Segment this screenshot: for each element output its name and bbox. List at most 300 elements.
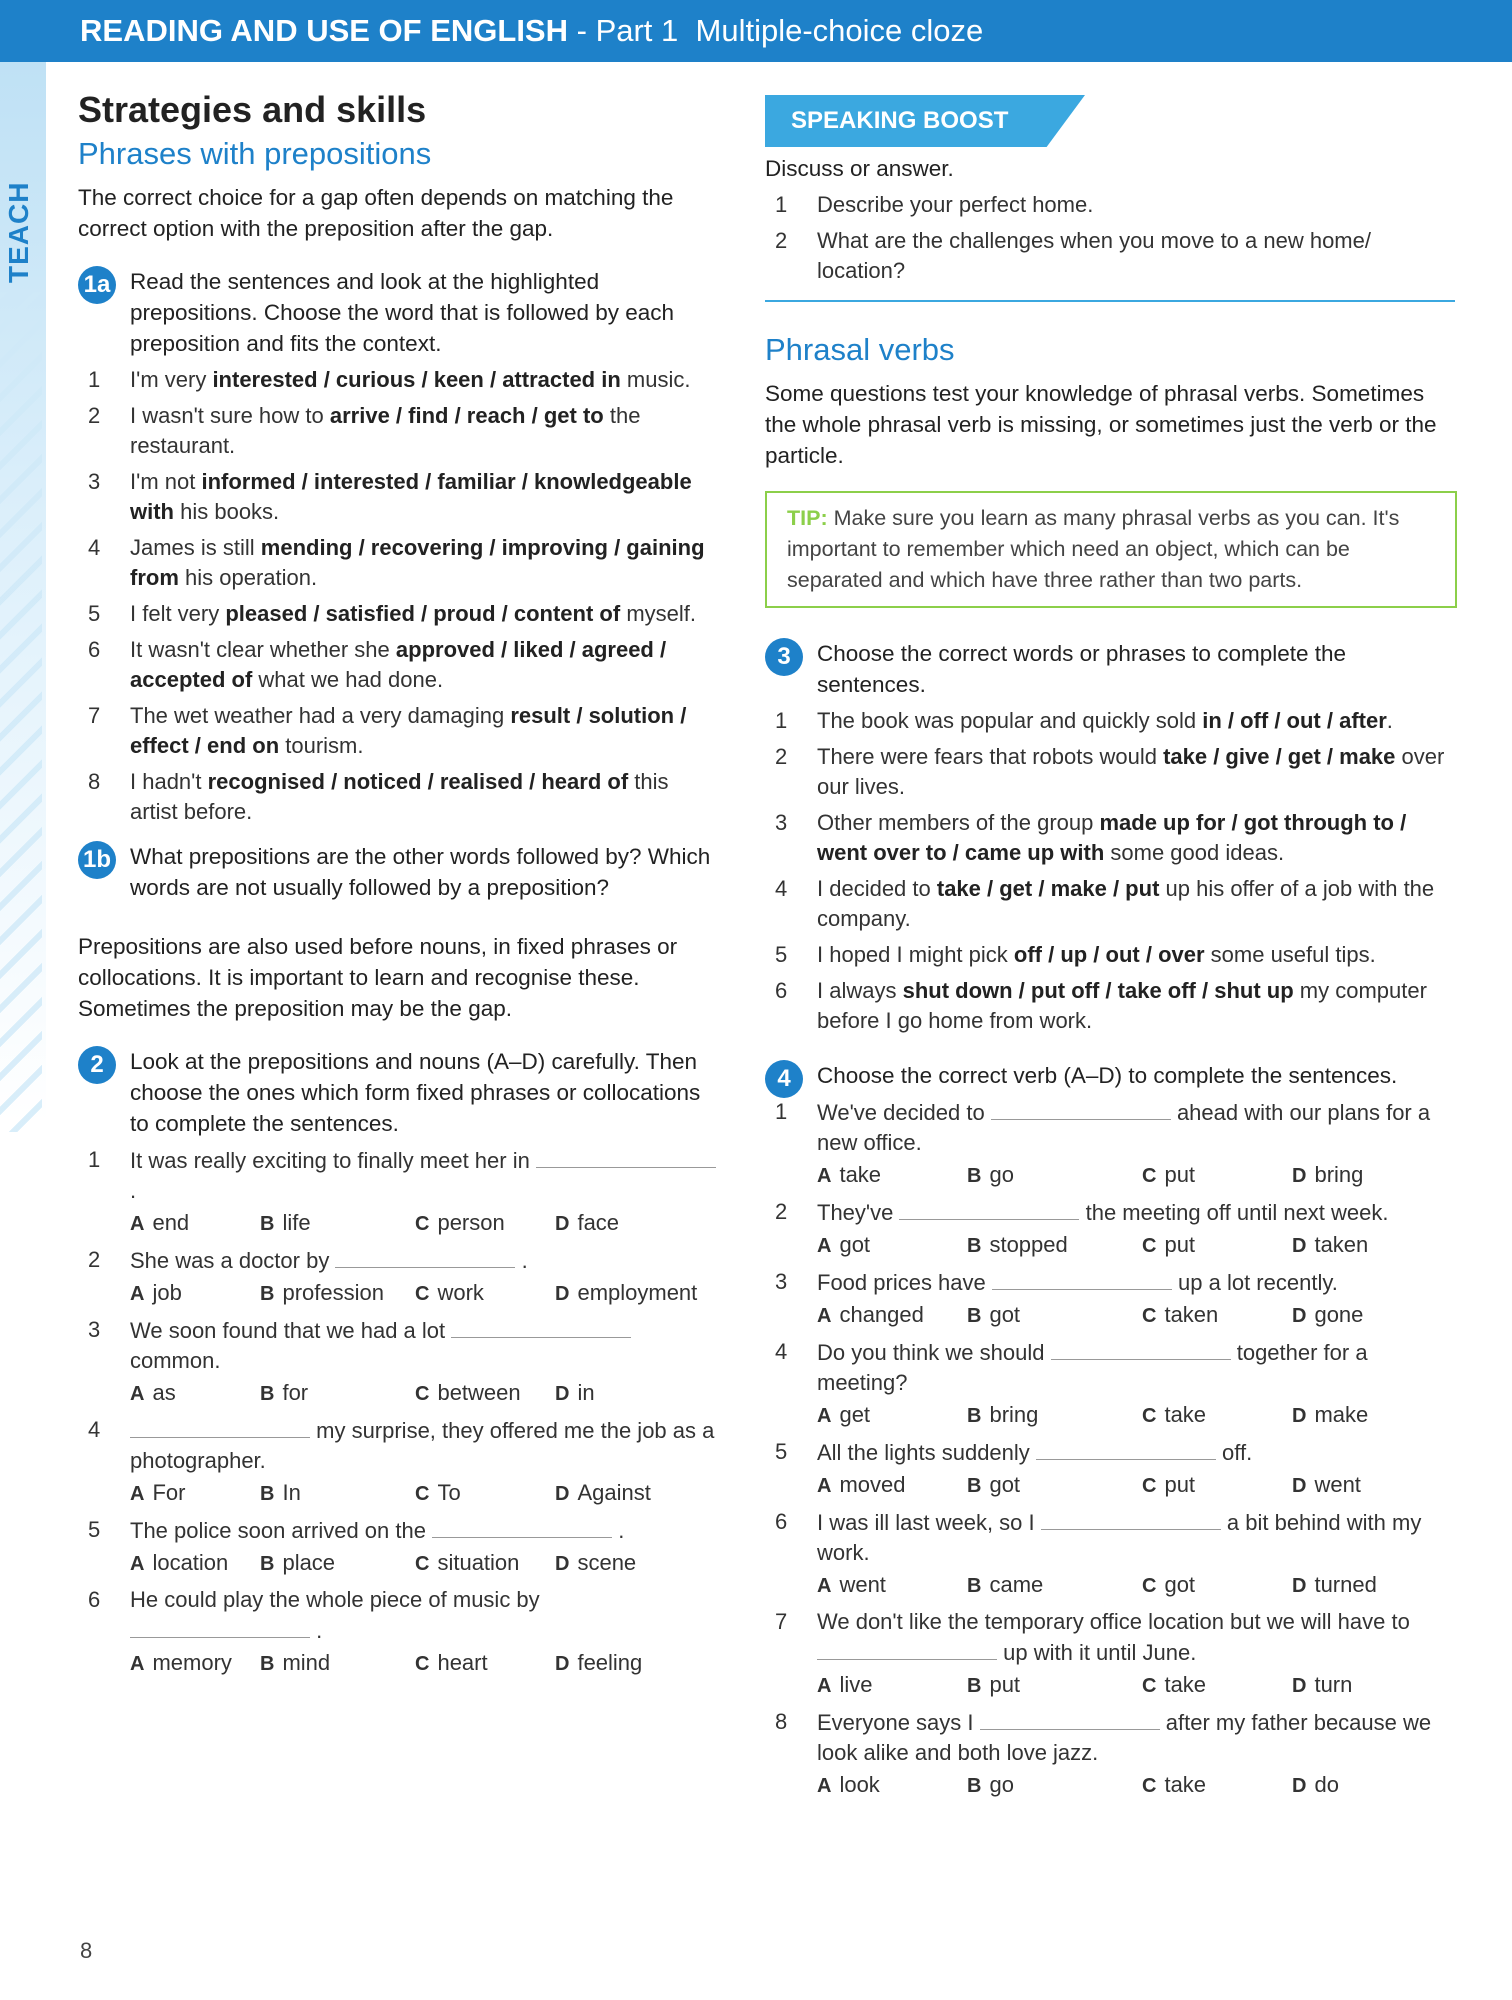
- item-number: 1: [775, 1099, 788, 1124]
- option-a: [817, 1770, 967, 1801]
- option-text: taken: [1314, 1232, 1369, 1257]
- section-title-prepositions: Phrases with prepositions: [78, 136, 432, 171]
- item-number: 6: [88, 637, 101, 662]
- item-options: pleased / satisfied / proud / content: [225, 601, 594, 626]
- answer-gap: [991, 1097, 1171, 1120]
- item-number: 1: [775, 708, 788, 733]
- option-text: for: [282, 1380, 309, 1405]
- answer-gap: [335, 1245, 515, 1268]
- item-text-before: She was a doctor by: [130, 1248, 330, 1273]
- item-text-after: ahead with our plans for a new office.: [817, 1100, 1431, 1155]
- option-d: [1292, 1770, 1422, 1801]
- option-text: feeling: [577, 1650, 643, 1675]
- exercise-badge: 3: [765, 638, 803, 676]
- item-text-after: what we had done.: [252, 667, 444, 692]
- list-item: [78, 1315, 718, 1376]
- option-text: came: [989, 1572, 1044, 1597]
- answer-gap: [992, 1267, 1172, 1290]
- option-letter: D: [1292, 1305, 1307, 1327]
- list-item: [78, 467, 718, 527]
- item-preposition: of: [225, 667, 253, 692]
- speaking-list: [765, 190, 1455, 286]
- option-text: go: [989, 1162, 1014, 1187]
- answer-gap: [432, 1515, 612, 1538]
- option-b: [967, 1300, 1142, 1331]
- item-preposition: with: [130, 499, 174, 524]
- option-b: [260, 1478, 415, 1509]
- option-text: memory: [152, 1650, 232, 1675]
- option-a: [130, 1278, 260, 1309]
- option-letter: A: [817, 1405, 832, 1427]
- option-c: [1142, 1300, 1292, 1331]
- item-preposition: in: [595, 367, 621, 392]
- option-b: [967, 1470, 1142, 1501]
- list-item: [765, 976, 1455, 1036]
- item-options: recognised / noticed / realised / heard: [207, 769, 602, 794]
- answer-gap: [130, 1615, 310, 1638]
- exercise-badge: 1b: [78, 841, 116, 879]
- option-letter: D: [1292, 1475, 1307, 1497]
- list-item: [765, 706, 1455, 736]
- item-options: in / off / out / after: [1202, 708, 1387, 733]
- answer-options: [78, 1478, 718, 1509]
- item-text-after: the restaurant.: [130, 403, 641, 458]
- item-preposition: on: [246, 733, 280, 758]
- option-d: [1292, 1670, 1422, 1701]
- side-label: TEACH: [3, 181, 34, 283]
- intro-text: The correct choice for a gap often depends on matching the correct option with the preposition after the gap.: [78, 185, 674, 241]
- option-text: put: [1164, 1232, 1196, 1257]
- option-d: [555, 1548, 705, 1579]
- list-item: [765, 1707, 1455, 1768]
- option-letter: D: [1292, 1235, 1307, 1257]
- item-text-before: Other members of the group: [817, 810, 1100, 835]
- item-number: 4: [88, 1417, 101, 1442]
- option-a: [817, 1230, 967, 1261]
- answer-options: [78, 1648, 718, 1679]
- item-text-after: after my father because we look alike and both love jazz.: [817, 1710, 1432, 1765]
- option-letter: A: [817, 1165, 832, 1187]
- item-number: 4: [775, 1339, 788, 1364]
- item-number: 6: [775, 978, 788, 1003]
- item-text-before: All the lights suddenly: [817, 1440, 1030, 1465]
- item-text-before: It was really exciting to finally meet her in: [130, 1148, 530, 1173]
- option-text: taken: [1164, 1302, 1219, 1327]
- item-text-before: I wasn't sure how to: [130, 403, 330, 428]
- option-letter: B: [967, 1165, 982, 1187]
- item-number: 1: [775, 192, 788, 217]
- list-item: [765, 226, 1455, 286]
- item-number: 5: [775, 1439, 788, 1464]
- option-text: got: [1164, 1572, 1196, 1597]
- option-letter: A: [130, 1553, 145, 1575]
- item-options: approved / liked / agreed / accepted: [130, 637, 667, 692]
- list-item: [78, 1245, 718, 1276]
- exercise-2-heading: [78, 1046, 718, 1139]
- answer-gap: [1036, 1437, 1216, 1460]
- option-text: between: [437, 1380, 521, 1405]
- option-letter: D: [1292, 1775, 1307, 1797]
- option-text: scene: [577, 1550, 637, 1575]
- tip-box: [765, 491, 1457, 608]
- option-letter: A: [130, 1483, 145, 1505]
- option-text: got: [989, 1472, 1021, 1497]
- option-a: [817, 1570, 967, 1601]
- tip-label: TIP:: [787, 506, 828, 530]
- list-item: [765, 1267, 1455, 1298]
- item-number: 2: [88, 403, 101, 428]
- option-letter: A: [817, 1475, 832, 1497]
- option-letter: A: [130, 1653, 145, 1675]
- option-letter: B: [260, 1383, 275, 1405]
- item-number: 8: [88, 769, 101, 794]
- item-options: result / solution / effect / end: [130, 703, 687, 758]
- option-text: go: [989, 1772, 1014, 1797]
- exercise-instruction: Read the sentences and look at the highlighted prepositions. Choose the word that is followed by each preposition and fits the context.: [130, 269, 675, 356]
- option-text: got: [989, 1302, 1021, 1327]
- item-text-after: some useful tips.: [1204, 942, 1376, 967]
- option-text: put: [1164, 1162, 1196, 1187]
- item-text-before: We've decided to: [817, 1100, 985, 1125]
- section-title-phrasal-verbs: Phrasal verbs: [765, 332, 955, 367]
- option-letter: D: [555, 1383, 570, 1405]
- option-letter: A: [817, 1675, 832, 1697]
- item-text: What are the challenges when you move to a new home/ location?: [817, 228, 1371, 283]
- item-number: 2: [775, 228, 788, 253]
- list-item: [78, 599, 718, 629]
- option-letter: B: [260, 1553, 275, 1575]
- option-c: [415, 1378, 555, 1409]
- option-letter: A: [817, 1575, 832, 1597]
- exercise-instruction: Choose the correct verb (A–D) to complete the sentences.: [817, 1063, 1398, 1088]
- option-text: face: [577, 1210, 620, 1235]
- option-letter: B: [967, 1575, 982, 1597]
- exercise-1b-heading: [78, 841, 718, 903]
- option-letter: D: [555, 1213, 570, 1235]
- answer-gap: [130, 1415, 310, 1438]
- option-letter: A: [130, 1213, 145, 1235]
- option-text: take: [839, 1162, 882, 1187]
- item-text-before: I hoped I might pick: [817, 942, 1014, 967]
- option-d: [1292, 1400, 1422, 1431]
- option-b: [967, 1230, 1142, 1261]
- header-part: Part 1: [595, 13, 679, 48]
- option-text: bring: [989, 1402, 1039, 1427]
- page-title: Strategies and skills: [78, 89, 427, 130]
- left-column: [78, 88, 718, 1685]
- exercise-3-list: [765, 706, 1455, 1036]
- option-d: [1292, 1300, 1422, 1331]
- option-text: employment: [577, 1280, 698, 1305]
- option-letter: C: [1142, 1235, 1157, 1257]
- exercise-1a-heading: [78, 266, 718, 359]
- item-preposition: of: [601, 769, 629, 794]
- option-a: [817, 1670, 967, 1701]
- option-letter: B: [260, 1483, 275, 1505]
- speaking-boost-label: SPEAKING BOOST: [791, 107, 1009, 134]
- option-text: heart: [437, 1650, 488, 1675]
- page-number: 8: [80, 1938, 93, 1963]
- item-options: mending / recovering / improving / gaining: [260, 535, 705, 560]
- item-options: take / give / get / make: [1163, 744, 1396, 769]
- option-c: [1142, 1230, 1292, 1261]
- item-number: 2: [88, 1247, 101, 1272]
- item-text-after: his books.: [174, 499, 280, 524]
- item-text-after: .: [618, 1518, 625, 1543]
- item-options: arrive / find / reach / get: [329, 403, 577, 428]
- answer-options: [78, 1208, 718, 1239]
- item-text-before: There were fears that robots would: [817, 744, 1164, 769]
- option-letter: C: [415, 1653, 430, 1675]
- item-text-before: He could play the whole piece of music by: [130, 1587, 540, 1612]
- answer-options: [765, 1160, 1455, 1191]
- option-text: bring: [1314, 1162, 1364, 1187]
- option-d: [1292, 1230, 1422, 1261]
- exercise-4-heading: [765, 1060, 1455, 1091]
- item-number: 6: [88, 1587, 101, 1612]
- option-letter: B: [967, 1475, 982, 1497]
- answer-options: [765, 1230, 1455, 1261]
- option-c: [415, 1648, 555, 1679]
- right-column: [765, 95, 1455, 1807]
- list-item: [765, 190, 1455, 220]
- header-title: [80, 13, 983, 49]
- option-letter: D: [555, 1553, 570, 1575]
- exercise-instruction: Look at the prepositions and nouns (A–D) carefully. Then choose the ones which form fixed phrases or collocations to complete the sentences.: [130, 1049, 701, 1136]
- option-letter: B: [967, 1305, 982, 1327]
- item-number: 1: [88, 1147, 101, 1172]
- tip-text: Make sure you learn as many phrasal verbs as you can. It's important to remember which need an object, which can be separated and which have three rather than two parts.: [787, 506, 1400, 592]
- option-a: [130, 1208, 260, 1239]
- answer-gap: [817, 1637, 997, 1660]
- list-item: [78, 635, 718, 695]
- item-number: 3: [88, 1317, 101, 1342]
- option-text: changed: [839, 1302, 924, 1327]
- phrasal-intro: Some questions test your knowledge of phrasal verbs. Sometimes the whole phrasal verb is missing, or sometimes just the verb or the particle.: [765, 381, 1437, 468]
- option-text: got: [839, 1232, 871, 1257]
- item-text-after: .: [521, 1248, 528, 1273]
- option-text: put: [989, 1672, 1021, 1697]
- answer-options: [78, 1548, 718, 1579]
- option-letter: D: [1292, 1675, 1307, 1697]
- option-a: [817, 1470, 967, 1501]
- option-letter: C: [415, 1283, 430, 1305]
- option-text: place: [282, 1550, 336, 1575]
- option-letter: B: [260, 1283, 275, 1305]
- option-letter: D: [1292, 1405, 1307, 1427]
- item-text-after: up with it until June.: [1003, 1640, 1197, 1665]
- option-c: [1142, 1160, 1292, 1191]
- option-a: [817, 1160, 967, 1191]
- side-bar: [0, 62, 46, 1122]
- option-text: look: [839, 1772, 880, 1797]
- option-c: [415, 1278, 555, 1309]
- option-c: [1142, 1570, 1292, 1601]
- exercise-instruction: Choose the correct words or phrases to complete the sentences.: [817, 641, 1347, 697]
- list-item: [765, 874, 1455, 934]
- option-letter: D: [555, 1483, 570, 1505]
- answer-options: [765, 1770, 1455, 1801]
- option-text: make: [1314, 1402, 1369, 1427]
- item-options: shut down / put off / take off / shut up: [902, 978, 1294, 1003]
- item-text-after: .: [1386, 708, 1393, 733]
- item-text-before: Do you think we should: [817, 1340, 1045, 1365]
- option-text: do: [1314, 1772, 1339, 1797]
- item-text-after: some good ideas.: [1104, 840, 1285, 865]
- answer-options: [765, 1570, 1455, 1601]
- option-a: [130, 1378, 260, 1409]
- option-text: as: [152, 1380, 176, 1405]
- item-number: 7: [775, 1609, 788, 1634]
- exercise-1a-list: [78, 365, 718, 827]
- answer-options: [765, 1300, 1455, 1331]
- option-letter: C: [1142, 1305, 1157, 1327]
- answer-options: [765, 1670, 1455, 1701]
- item-text-after: my surprise, they offered me the job as a photographer.: [130, 1418, 715, 1473]
- option-text: Against: [577, 1480, 651, 1505]
- item-text-before: I'm not: [130, 469, 202, 494]
- answer-gap: [536, 1145, 716, 1168]
- item-text-before: They've: [817, 1200, 894, 1225]
- item-text: Describe your perfect home.: [817, 192, 1094, 217]
- option-a: [817, 1300, 967, 1331]
- option-d: [1292, 1470, 1422, 1501]
- item-number: 3: [775, 1269, 788, 1294]
- item-text-after: off.: [1222, 1440, 1253, 1465]
- option-letter: D: [1292, 1165, 1307, 1187]
- option-letter: B: [260, 1653, 275, 1675]
- option-text: location: [152, 1550, 229, 1575]
- answer-gap: [980, 1707, 1160, 1730]
- list-item: [765, 808, 1455, 868]
- item-text-after: common.: [130, 1348, 221, 1373]
- item-number: 7: [88, 703, 101, 728]
- option-letter: C: [1142, 1675, 1157, 1697]
- option-b: [260, 1208, 415, 1239]
- list-item: [765, 1337, 1455, 1398]
- list-item: [78, 533, 718, 593]
- option-letter: A: [817, 1775, 832, 1797]
- item-text-after: together for a meeting?: [817, 1340, 1368, 1395]
- option-d: [555, 1208, 705, 1239]
- item-number: 5: [88, 1517, 101, 1542]
- option-letter: A: [817, 1305, 832, 1327]
- answer-gap: [1051, 1337, 1231, 1360]
- item-number: 5: [775, 942, 788, 967]
- list-item: [78, 1515, 718, 1546]
- answer-options: [78, 1378, 718, 1409]
- option-letter: A: [130, 1383, 145, 1405]
- item-text-after: tourism.: [279, 733, 364, 758]
- option-text: mind: [282, 1650, 331, 1675]
- option-b: [967, 1670, 1142, 1701]
- item-options: interested / curious / keen / attracted: [212, 367, 596, 392]
- list-item: [765, 742, 1455, 802]
- option-letter: D: [555, 1283, 570, 1305]
- item-text-after: a bit behind with my work.: [817, 1510, 1422, 1565]
- list-item: [765, 1197, 1455, 1228]
- option-a: [130, 1548, 260, 1579]
- option-a: [130, 1478, 260, 1509]
- option-text: in: [577, 1380, 595, 1405]
- option-letter: B: [967, 1235, 982, 1257]
- item-number: 2: [775, 1199, 788, 1224]
- option-d: [1292, 1160, 1422, 1191]
- item-text-before: It wasn't clear whether she: [130, 637, 396, 662]
- option-b: [260, 1648, 415, 1679]
- item-number: 4: [775, 876, 788, 901]
- item-text-before: We don't like the temporary office location but we will have to: [817, 1609, 1410, 1634]
- option-letter: C: [1142, 1775, 1157, 1797]
- answer-options: [765, 1400, 1455, 1431]
- item-text-before: Everyone says I: [817, 1710, 974, 1735]
- option-a: [130, 1648, 260, 1679]
- option-letter: C: [1142, 1165, 1157, 1187]
- item-text-before: I decided to: [817, 876, 937, 901]
- option-text: get: [839, 1402, 871, 1427]
- item-text-after: .: [316, 1618, 323, 1643]
- option-letter: A: [817, 1235, 832, 1257]
- item-text-before: I was ill last week, so I: [817, 1510, 1035, 1535]
- option-text: work: [437, 1280, 484, 1305]
- option-text: situation: [437, 1550, 520, 1575]
- option-text: To: [437, 1480, 461, 1505]
- header-separator: -: [568, 13, 596, 48]
- list-item: [78, 1415, 718, 1476]
- option-c: [415, 1208, 555, 1239]
- item-text-before: I hadn't: [130, 769, 208, 794]
- option-c: [1142, 1670, 1292, 1701]
- option-text: live: [839, 1672, 873, 1697]
- answer-options: [765, 1470, 1455, 1501]
- option-d: [555, 1278, 705, 1309]
- item-text-before: Food prices have: [817, 1270, 986, 1295]
- item-text-after: .: [130, 1178, 137, 1203]
- option-c: [1142, 1470, 1292, 1501]
- option-text: take: [1164, 1402, 1207, 1427]
- option-b: [967, 1570, 1142, 1601]
- item-options: off / up / out / over: [1013, 942, 1205, 967]
- option-text: In: [282, 1480, 301, 1505]
- item-preposition: to: [576, 403, 604, 428]
- list-item: [78, 401, 718, 461]
- item-preposition: from: [130, 565, 179, 590]
- item-text-before: I'm very: [130, 367, 213, 392]
- side-stripes-decoration: [0, 292, 42, 1132]
- item-number: 5: [88, 601, 101, 626]
- answer-gap: [1041, 1507, 1221, 1530]
- option-d: [555, 1478, 705, 1509]
- item-text-after: the meeting off until next week.: [1085, 1200, 1389, 1225]
- option-d: [555, 1378, 705, 1409]
- item-text-after: up a lot recently.: [1178, 1270, 1338, 1295]
- option-letter: B: [967, 1775, 982, 1797]
- option-text: end: [152, 1210, 190, 1235]
- option-c: [415, 1548, 555, 1579]
- option-text: turned: [1314, 1572, 1377, 1597]
- option-letter: B: [967, 1675, 982, 1697]
- item-number: 8: [775, 1709, 788, 1734]
- item-text-before: I felt very: [130, 601, 226, 626]
- exercise-2-list: [78, 1145, 718, 1679]
- speaking-prompt: Discuss or answer.: [765, 156, 954, 181]
- answer-gap: [899, 1197, 1079, 1220]
- item-options: made up for / got through to / went over to / came up with: [817, 810, 1407, 865]
- option-text: turn: [1314, 1672, 1353, 1697]
- page-header: [0, 0, 1512, 62]
- option-text: take: [1164, 1672, 1207, 1697]
- prepositions-note: Prepositions are also used before nouns, in fixed phrases or collocations. It is important to learn and recognise these. Sometimes the preposition may be the gap.: [78, 934, 678, 1021]
